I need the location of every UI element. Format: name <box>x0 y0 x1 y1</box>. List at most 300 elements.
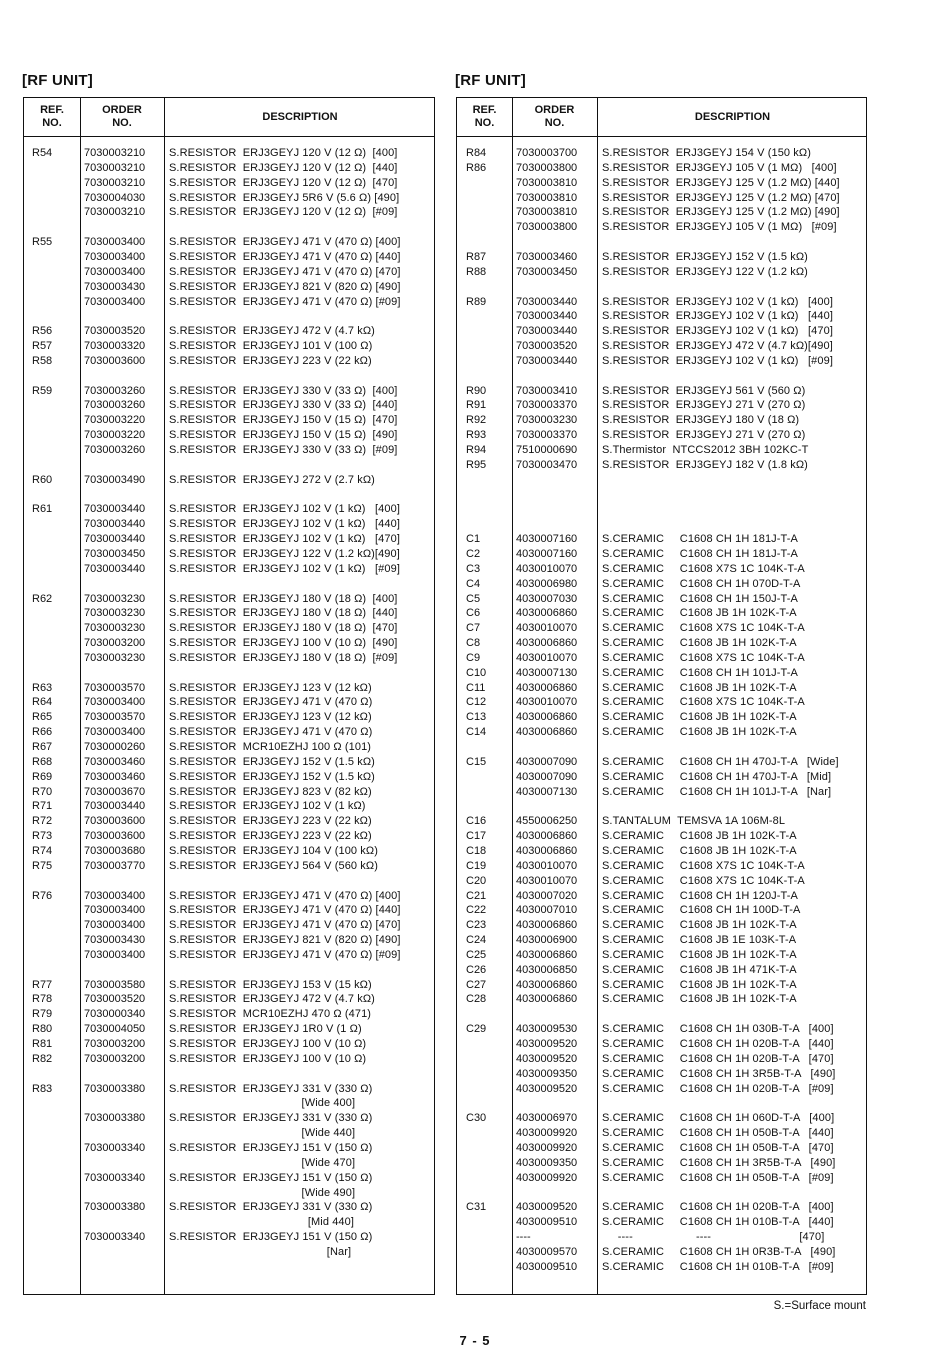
ref-no: R63 <box>32 681 53 694</box>
ref-no: R56 <box>32 325 53 338</box>
order-no: 7030003210 <box>84 206 146 219</box>
table-row <box>457 443 866 458</box>
description: S.RESISTOR ERJ3GEYJ 150 V (15 Ω) [470] <box>169 414 398 427</box>
order-no: 7030003450 <box>516 265 578 278</box>
order-no: 7030003580 <box>84 978 146 991</box>
order-no: 7030003400 <box>84 948 146 961</box>
table-row <box>457 161 866 176</box>
order-no: 7510000690 <box>516 444 578 456</box>
ref-no: R60 <box>32 473 53 486</box>
order-no: 4030006860 <box>516 726 578 739</box>
ref-no: R75 <box>32 859 53 872</box>
table-row <box>24 1052 434 1067</box>
ref-no: R61 <box>32 503 53 516</box>
order-no: 7030003230 <box>84 592 146 605</box>
table-row <box>24 859 434 874</box>
order-no: 4030010070 <box>516 622 578 635</box>
ref-no: C4 <box>466 577 481 590</box>
table-row <box>24 532 434 547</box>
order-no: 7030003430 <box>84 280 146 293</box>
order-no: 7030003440 <box>84 800 146 813</box>
table-row <box>24 517 434 532</box>
description: S.CERAMIC C1608 X7S 1C 104K-T-A <box>602 562 805 575</box>
table-row <box>24 547 434 562</box>
ref-no: R54 <box>32 147 53 159</box>
table-row <box>24 1230 434 1245</box>
ref-no: C25 <box>466 948 487 961</box>
order-no: 7030004030 <box>84 191 146 204</box>
order-no: 4030007020 <box>516 889 578 902</box>
table-row <box>457 1245 866 1260</box>
description: S.RESISTOR ERJ3GEYJ 223 V (22 kΩ) <box>169 354 372 367</box>
order-no: 7030003340 <box>84 1231 146 1244</box>
table-row <box>24 384 434 399</box>
order-no: 7030003680 <box>84 844 146 857</box>
description: S.RESISTOR ERJ3GEYJ 102 V (1 kΩ) [470] <box>602 325 833 338</box>
table-row <box>457 621 866 636</box>
order-no: 4030006860 <box>516 711 578 724</box>
table-row <box>457 770 866 785</box>
order-no: 7030003440 <box>516 310 578 323</box>
ref-no: R89 <box>466 295 487 308</box>
order-no: 7030003260 <box>84 384 146 397</box>
ref-no: R59 <box>32 384 53 397</box>
description: S.RESISTOR ERJ3GEYJ 471 V (470 Ω) [440] <box>169 904 401 917</box>
description: S.RESISTOR MCR10EZHJ 470 Ω (471) <box>169 1008 372 1021</box>
order-no: 4030006860 <box>516 844 578 857</box>
table-row <box>457 354 866 369</box>
table-row <box>24 250 434 265</box>
ref-no: R68 <box>32 755 53 768</box>
order-no: 7030004050 <box>84 1023 146 1036</box>
description: S.RESISTOR ERJ3GEYJ 102 V (1 kΩ) [440] <box>169 518 400 531</box>
description: S.CERAMIC C1608 CH 1H 060D-T-A [400] <box>602 1112 835 1125</box>
order-no: ---- <box>516 1231 531 1244</box>
description: S.RESISTOR ERJ3GEYJ 180 V (18 Ω) [400] <box>169 592 398 605</box>
table-row <box>24 295 434 310</box>
description: S.RESISTOR ERJ3GEYJ 330 V (33 Ω) [440] <box>169 399 398 412</box>
description: S.RESISTOR ERJ3GEYJ 151 V (150 Ω) <box>169 1231 373 1244</box>
order-no: 7030003370 <box>516 429 578 442</box>
ref-no: C22 <box>466 904 487 917</box>
order-no: 7030003380 <box>84 1201 146 1214</box>
description: S.CERAMIC C1608 CH 1H 100D-T-A <box>602 904 801 917</box>
description: [Mid 440] <box>169 1216 355 1229</box>
description: S.CERAMIC C1608 CH 1H 030B-T-A [400] <box>602 1023 834 1036</box>
description: S.RESISTOR ERJ3GEYJ 471 V (470 Ω) [400] <box>169 889 401 902</box>
table-row <box>457 547 866 562</box>
table-row <box>24 1171 434 1186</box>
table-row <box>457 978 866 993</box>
order-no: 7030003230 <box>84 622 146 635</box>
table-row <box>457 577 866 592</box>
description: S.RESISTOR ERJ3GEYJ 123 V (12 kΩ) <box>169 681 372 694</box>
description: S.CERAMIC C1608 CH 1H 0R3B-T-A [490] <box>602 1245 836 1258</box>
table-row <box>457 681 866 696</box>
description: S.RESISTOR ERJ3GEYJ 561 V (560 Ω) <box>602 384 806 397</box>
table-row <box>457 339 866 354</box>
order-no: 7030003770 <box>84 859 146 872</box>
table-row <box>457 1052 866 1067</box>
description: S.RESISTOR ERJ3GEYJ 472 V (4.7 kΩ) <box>169 993 375 1006</box>
table-row <box>457 562 866 577</box>
table-row <box>24 681 434 696</box>
order-no: 7030003460 <box>84 770 146 783</box>
table-row <box>24 814 434 829</box>
description: S.CERAMIC C1608 JB 1H 102K-T-A <box>602 711 797 724</box>
order-no: 4030009350 <box>516 1067 578 1080</box>
description: S.RESISTOR ERJ3GEYJ 150 V (15 Ω) [490] <box>169 429 398 442</box>
table-row <box>24 770 434 785</box>
description: S.CERAMIC C1608 CH 1H 3R5B-T-A [490] <box>602 1067 836 1080</box>
order-no: 7030003260 <box>84 444 146 456</box>
table-row <box>457 918 866 933</box>
table-row <box>457 413 866 428</box>
table-row <box>24 799 434 814</box>
ref-no: R62 <box>32 592 53 605</box>
description: S.RESISTOR ERJ3GEYJ 125 V (1.2 MΩ) [470] <box>602 191 840 204</box>
table-row <box>24 1022 434 1037</box>
order-no: 7030003600 <box>84 815 146 828</box>
description: S.RESISTOR ERJ3GEYJ 101 V (100 Ω) <box>169 340 373 353</box>
order-no: 4030007090 <box>516 770 578 783</box>
table-row <box>457 1022 866 1037</box>
table-row <box>24 413 434 428</box>
table-row <box>24 695 434 710</box>
description: S.RESISTOR ERJ3GEYJ 471 V (470 Ω) [400] <box>169 236 401 249</box>
order-no: 7030003470 <box>516 458 578 471</box>
table-row <box>457 636 866 651</box>
table-row <box>457 265 866 280</box>
order-no: 4030009570 <box>516 1245 578 1258</box>
description: S.RESISTOR ERJ3GEYJ 180 V (18 Ω) [440] <box>169 607 398 620</box>
description: S.CERAMIC C1608 CH 1H 010B-T-A [440] <box>602 1216 834 1229</box>
footnote: S.=Surface mount <box>773 1300 866 1312</box>
description: S.CERAMIC C1608 JB 1H 102K-T-A <box>602 637 797 650</box>
ref-no: R78 <box>32 993 53 1006</box>
table-row <box>24 978 434 993</box>
table-row <box>457 725 866 740</box>
order-no: 4030006860 <box>516 993 578 1006</box>
description: S.CERAMIC C1608 JB 1H 102K-T-A <box>602 948 797 961</box>
right-unit-title: [RF UNIT] <box>455 72 526 89</box>
table-row <box>24 948 434 963</box>
description: S.RESISTOR ERJ3GEYJ 471 V (470 Ω) [#09] <box>169 948 401 961</box>
ref-no: R88 <box>466 265 487 278</box>
description: S.RESISTOR ERJ3GEYJ 331 V (330 Ω) <box>169 1201 373 1214</box>
ref-no: R72 <box>32 815 53 828</box>
ref-no: C15 <box>466 755 487 768</box>
description: S.RESISTOR ERJ3GEYJ 331 V (330 Ω) <box>169 1112 373 1125</box>
right-parts-table <box>456 97 867 1295</box>
ref-no: C30 <box>466 1112 487 1125</box>
table-row <box>457 398 866 413</box>
header-ref-no: REF. NO. <box>472 104 497 129</box>
description: S.CERAMIC C1608 CH 1H 020B-T-A [470] <box>602 1052 834 1065</box>
description: S.RESISTOR ERJ3GEYJ 821 V (820 Ω) [490] <box>169 280 401 293</box>
order-no: 4030007130 <box>516 785 578 798</box>
order-no: 7030003400 <box>84 889 146 902</box>
ref-no: C10 <box>466 666 487 679</box>
description: S.CERAMIC C1608 CH 1H 120J-T-A <box>602 889 798 902</box>
description: S.RESISTOR ERJ3GEYJ 152 V (1.5 kΩ) <box>169 755 375 768</box>
description: S.CERAMIC C1608 CH 1H 050B-T-A [440] <box>602 1127 834 1140</box>
order-no: 7030003200 <box>84 1038 146 1050</box>
description: S.RESISTOR ERJ3GEYJ 223 V (22 kΩ) <box>169 815 372 828</box>
order-no: 7030003400 <box>84 295 146 308</box>
table-row <box>457 1171 866 1186</box>
description: S.RESISTOR ERJ3GEYJ 100 V (10 Ω) <box>169 1038 367 1050</box>
table-row <box>457 903 866 918</box>
order-no: 4030006970 <box>516 1112 578 1125</box>
ref-no: C13 <box>466 711 487 724</box>
order-no: 7030003410 <box>516 384 578 397</box>
order-no: 7030003210 <box>84 161 146 174</box>
order-no: 4030006860 <box>516 681 578 694</box>
description: S.RESISTOR ERJ3GEYJ 125 V (1.2 MΩ) [440] <box>602 176 840 189</box>
table-row <box>457 1126 866 1141</box>
description: S.CERAMIC C1608 CH 1H 070D-T-A <box>602 577 801 590</box>
ref-no: C31 <box>466 1201 487 1214</box>
description: S.RESISTOR ERJ3GEYJ 102 V (1 kΩ) [#09] <box>602 354 833 367</box>
table-row <box>457 1037 866 1052</box>
order-no: 4030009350 <box>516 1156 578 1169</box>
header-ref-no: REF. NO. <box>40 104 64 129</box>
order-no: 4030009520 <box>516 1082 578 1095</box>
order-no: 7030003520 <box>516 340 578 353</box>
description: S.RESISTOR ERJ3GEYJ 331 V (330 Ω) <box>169 1082 373 1095</box>
order-no: 7030003440 <box>516 325 578 338</box>
description: S.RESISTOR ERJ3GEYJ 330 V (33 Ω) [#09] <box>169 444 398 456</box>
order-no: 4030010070 <box>516 696 578 709</box>
table-row <box>24 829 434 844</box>
order-no: 4030007010 <box>516 904 578 917</box>
description: S.RESISTOR ERJ3GEYJ 471 V (470 Ω) [440] <box>169 250 401 263</box>
table-row <box>24 1200 434 1215</box>
table-row <box>24 1082 434 1097</box>
order-no: 7030003210 <box>84 147 146 159</box>
order-no: 7030003440 <box>84 562 146 575</box>
order-no: 4030006860 <box>516 830 578 843</box>
order-no: 7030003370 <box>516 399 578 412</box>
description: S.CERAMIC C1608 JB 1H 102K-T-A <box>602 844 797 857</box>
header-description: DESCRIPTION <box>262 110 338 123</box>
description: S.CERAMIC C1608 JB 1H 471K-T-A <box>602 963 797 976</box>
table-row <box>24 992 434 1007</box>
ref-no: C2 <box>466 547 481 560</box>
description: S.CERAMIC C1608 CH 1H 181J-T-A <box>602 533 798 546</box>
header-description: DESCRIPTION <box>694 110 771 123</box>
ref-no: C14 <box>466 726 487 739</box>
description: S.RESISTOR ERJ3GEYJ 153 V (15 kΩ) <box>169 978 372 991</box>
order-no: 4030006860 <box>516 607 578 620</box>
header-order-no: ORDER NO. <box>534 104 575 129</box>
table-row <box>24 933 434 948</box>
order-no: 7030003440 <box>84 503 146 516</box>
table-row <box>24 592 434 607</box>
description: S.RESISTOR ERJ3GEYJ 471 V (470 Ω) <box>169 726 373 739</box>
table-row <box>24 1037 434 1052</box>
order-no: 7030000260 <box>84 741 146 753</box>
ref-no: C24 <box>466 934 487 947</box>
description: S.RESISTOR ERJ3GEYJ 330 V (33 Ω) [400] <box>169 384 398 397</box>
order-no: 7030003210 <box>84 176 146 189</box>
description: S.RESISTOR ERJ3GEYJ 105 V (1 MΩ) [400] <box>602 161 837 174</box>
table-row <box>24 324 434 339</box>
order-no: 4030006850 <box>516 963 578 976</box>
table-row <box>24 903 434 918</box>
description: S.CERAMIC C1608 JB 1H 102K-T-A <box>602 993 797 1006</box>
description: S.CERAMIC C1608 JB 1H 102K-T-A <box>602 830 797 843</box>
ref-no: R73 <box>32 830 53 843</box>
description: S.CERAMIC C1608 X7S 1C 104K-T-A <box>602 696 805 709</box>
table-row <box>24 428 434 443</box>
table-row <box>24 1156 434 1171</box>
order-no: 4030010070 <box>516 562 578 575</box>
ref-no: C20 <box>466 874 487 887</box>
order-no: 7030003810 <box>516 176 578 189</box>
table-row <box>457 428 866 443</box>
order-no: 4030006860 <box>516 978 578 991</box>
description: S.RESISTOR ERJ3GEYJ 472 V (4.7 kΩ)[490] <box>602 340 833 353</box>
description: S.CERAMIC C1608 CH 1H 3R5B-T-A [490] <box>602 1156 836 1169</box>
description: S.RESISTOR ERJ3GEYJ 151 V (150 Ω) <box>169 1141 373 1154</box>
ref-no: C16 <box>466 815 487 828</box>
order-no: 7030003700 <box>516 147 578 159</box>
table-row <box>457 695 866 710</box>
order-no: 4030006860 <box>516 919 578 932</box>
description: S.RESISTOR ERJ3GEYJ 152 V (1.5 kΩ) <box>169 770 375 783</box>
ref-no: C26 <box>466 963 487 976</box>
table-row <box>457 814 866 829</box>
description: S.RESISTOR ERJ3GEYJ 471 V (470 Ω) <box>169 696 373 709</box>
ref-no: R91 <box>466 399 487 412</box>
ref-no: R77 <box>32 978 53 991</box>
table-row <box>24 651 434 666</box>
order-no: 7030003600 <box>84 354 146 367</box>
order-no: 4030007160 <box>516 547 578 560</box>
order-no: 4030006980 <box>516 577 578 590</box>
description: S.RESISTOR ERJ3GEYJ 5R6 V (5.6 Ω) [490] <box>169 191 400 204</box>
table-row <box>24 146 434 161</box>
description: S.RESISTOR ERJ3GEYJ 123 V (12 kΩ) <box>169 711 372 724</box>
table-row <box>457 205 866 220</box>
table-row <box>457 191 866 206</box>
ref-no: C5 <box>466 592 481 605</box>
description: S.CERAMIC C1608 CH 1H 020B-T-A [440] <box>602 1038 834 1050</box>
table-row <box>457 220 866 235</box>
description: S.RESISTOR ERJ3GEYJ 102 V (1 kΩ) [400] <box>602 295 833 308</box>
ref-no: C9 <box>466 651 481 664</box>
table-row <box>457 592 866 607</box>
table-row <box>24 785 434 800</box>
table-row <box>457 651 866 666</box>
description: [Wide 470] <box>169 1156 356 1169</box>
description: S.RESISTOR ERJ3GEYJ 152 V (1.5 kΩ) <box>602 250 808 263</box>
order-no: 7030003430 <box>84 934 146 947</box>
ref-no: R66 <box>32 726 53 739</box>
description: S.RESISTOR ERJ3GEYJ 471 V (470 Ω) [470] <box>169 265 401 278</box>
ref-no: R67 <box>32 741 53 753</box>
description: S.RESISTOR ERJ3GEYJ 821 V (820 Ω) [490] <box>169 934 401 947</box>
table-row <box>457 1200 866 1215</box>
description: S.CERAMIC C1608 JB 1H 102K-T-A <box>602 681 797 694</box>
ref-no: R95 <box>466 458 487 471</box>
ref-no: R86 <box>466 161 487 174</box>
description: S.RESISTOR ERJ3GEYJ 154 V (150 kΩ) <box>602 147 811 159</box>
table-row <box>457 1215 866 1230</box>
description: S.TANTALUM TEMSVA 1A 106M-8L <box>602 815 786 828</box>
table-row <box>24 191 434 206</box>
table-row <box>24 636 434 651</box>
table-row <box>24 562 434 577</box>
description: [Wide 400] <box>169 1097 356 1110</box>
order-no: 4030009520 <box>516 1201 578 1214</box>
description: S.CERAMIC C1608 CH 1H 050B-T-A [#09] <box>602 1171 834 1184</box>
ref-no: R83 <box>32 1082 53 1095</box>
table-row <box>457 859 866 874</box>
table-row <box>24 621 434 636</box>
order-no: 4030009920 <box>516 1171 578 1184</box>
description: S.CERAMIC C1608 CH 1H 181J-T-A <box>602 547 798 560</box>
order-no: 7030003440 <box>516 295 578 308</box>
ref-no: R64 <box>32 696 53 709</box>
ref-no: R65 <box>32 711 53 724</box>
order-no: 7030003440 <box>84 518 146 531</box>
description: ---- ---- [470] <box>602 1231 825 1244</box>
ref-no: C3 <box>466 562 481 575</box>
description: S.RESISTOR ERJ3GEYJ 120 V (12 Ω) [#09] <box>169 206 398 219</box>
description: S.CERAMIC C1608 CH 1H 010B-T-A [#09] <box>602 1260 834 1273</box>
table-row <box>24 710 434 725</box>
order-no: 7030003400 <box>84 265 146 278</box>
table-row <box>457 250 866 265</box>
order-no: 7030003260 <box>84 399 146 412</box>
ref-no: R87 <box>466 250 487 263</box>
ref-no: C27 <box>466 978 487 991</box>
description: S.RESISTOR ERJ3GEYJ 182 V (1.8 kΩ) <box>602 458 808 471</box>
order-no: 7030003230 <box>84 607 146 620</box>
description: [Nar] <box>169 1245 352 1258</box>
table-row <box>457 933 866 948</box>
order-no: 7030003400 <box>84 726 146 739</box>
table-row <box>457 1156 866 1171</box>
description: S.CERAMIC C1608 CH 1H 150J-T-A <box>602 592 798 605</box>
table-row <box>24 755 434 770</box>
description: S.RESISTOR MCR10EZHJ 100 Ω (101) <box>169 741 372 753</box>
ref-no: C23 <box>466 919 487 932</box>
table-row <box>457 532 866 547</box>
ref-no: R84 <box>466 147 487 159</box>
ref-no: R69 <box>32 770 53 783</box>
table-row <box>457 1082 866 1097</box>
description: S.RESISTOR ERJ3GEYJ 120 V (12 Ω) [440] <box>169 161 398 174</box>
table-row <box>24 606 434 621</box>
table-row <box>24 1245 434 1260</box>
table-row <box>457 146 866 161</box>
description: S.RESISTOR ERJ3GEYJ 105 V (1 MΩ) [#09] <box>602 221 837 234</box>
table-row <box>457 1260 866 1275</box>
ref-no: R55 <box>32 236 53 249</box>
ref-no: C21 <box>466 889 487 902</box>
order-no: 4030010070 <box>516 859 578 872</box>
description: S.RESISTOR ERJ3GEYJ 564 V (560 kΩ) <box>169 859 378 872</box>
table-row <box>24 725 434 740</box>
order-no: 4030007030 <box>516 592 578 605</box>
ref-no: R57 <box>32 340 53 353</box>
order-no: 7030003400 <box>84 236 146 249</box>
description: S.RESISTOR ERJ3GEYJ 180 V (18 Ω) [470] <box>169 622 398 635</box>
